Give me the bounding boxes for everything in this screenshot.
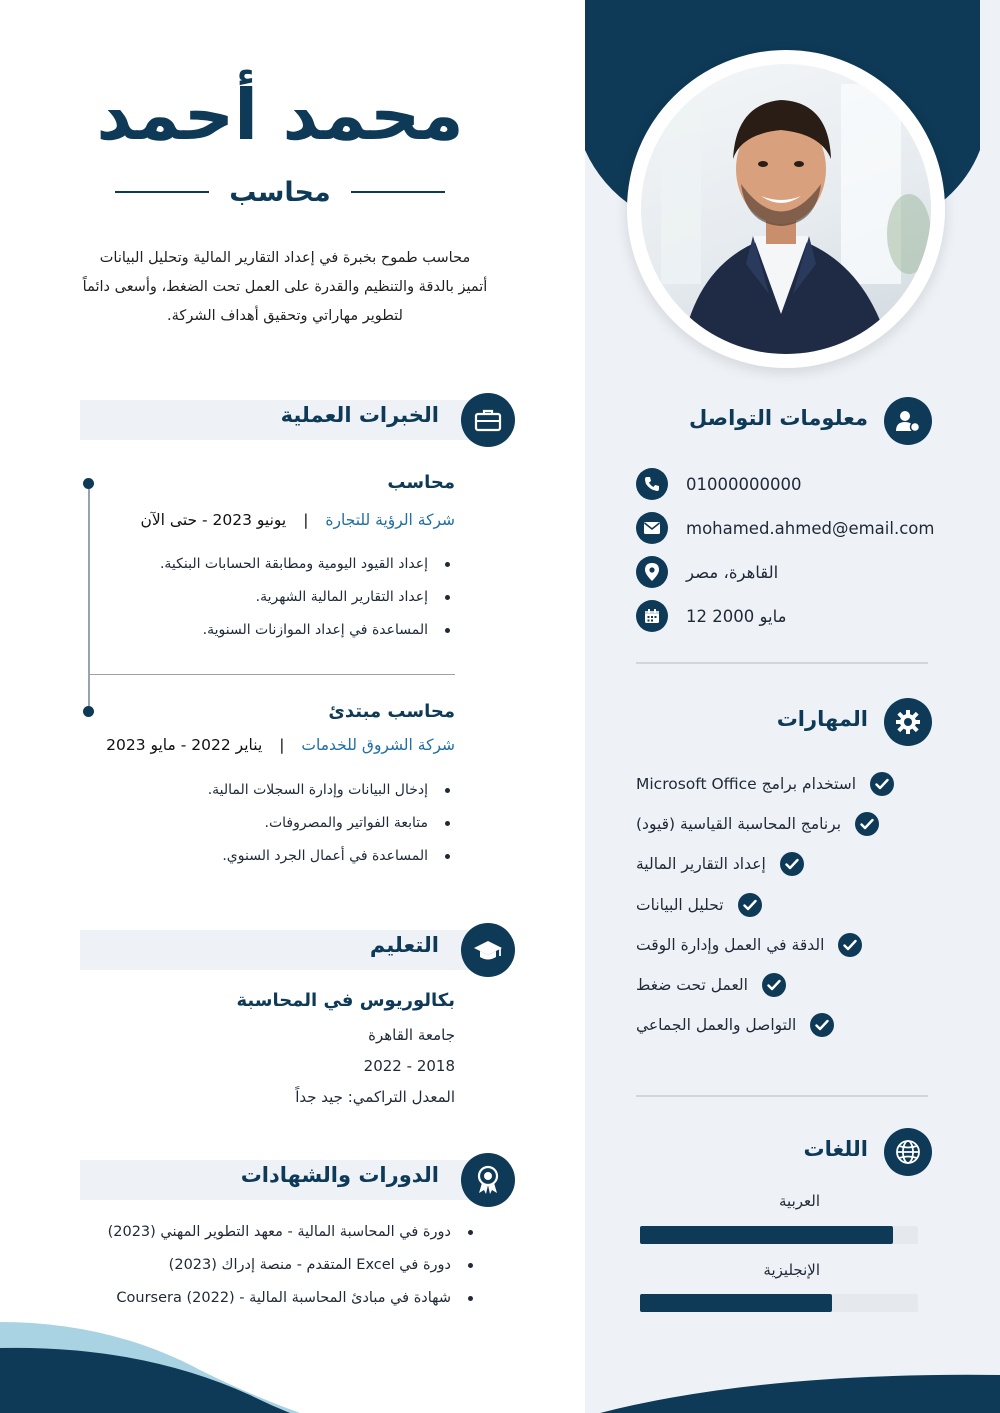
- title-rule-right: [351, 191, 445, 193]
- birthdate-value: 12 مايو 2000: [686, 606, 787, 626]
- gpa: المعدل التراكمي: جيد جداً: [295, 1088, 455, 1106]
- experience-timeline: [88, 483, 90, 711]
- section-title: التعليم: [369, 933, 439, 957]
- contact-section-header: [636, 397, 932, 449]
- candidate-name: محمد أحمد: [96, 74, 464, 156]
- language-level-track: [640, 1226, 918, 1244]
- language-name: الإنجليزية: [763, 1261, 820, 1279]
- list-item: دورة في المحاسبة المالية - معهد التطوير المهني (2023): [108, 1216, 475, 1249]
- skill-item: [636, 1012, 920, 1038]
- skill-label: الدقة في العمل وإدارة الوقت: [636, 936, 825, 954]
- calendar-icon: [636, 600, 668, 632]
- certifications-list: [108, 1216, 475, 1315]
- skill-label: التواصل والعمل الجماعي: [636, 1016, 797, 1034]
- check-circle-icon: [855, 812, 879, 836]
- briefcase-icon: [461, 393, 515, 447]
- phone-value: 01000000000: [686, 474, 802, 494]
- timeline-dot: [83, 478, 94, 489]
- summary-line: لتطوير مهاراتي وتحقيق أهداف الشركة.: [167, 308, 403, 324]
- job-2-company: شركة الشروق للخدمات: [301, 736, 455, 754]
- education-section-header: [80, 923, 515, 975]
- summary-line: أتميز بالدقة والتنظيم والقدرة على العمل تحت الضغط، وأسعى دائماً: [82, 279, 488, 295]
- contact-phone[interactable]: [636, 468, 936, 500]
- job-1-tasks: [160, 548, 452, 647]
- contact-user-icon: [884, 397, 932, 445]
- university: جامعة القاهرة: [368, 1026, 455, 1044]
- language-level-fill: [640, 1226, 893, 1244]
- contact-location: [636, 556, 936, 588]
- language-level-track: [640, 1294, 918, 1312]
- skill-item: [636, 771, 920, 797]
- globe-icon: [884, 1128, 932, 1176]
- job-2-title: محاسب مبتدئ: [328, 701, 455, 722]
- list-item: دورة في Excel المتقدم - منصة إدراك (2023): [108, 1249, 475, 1282]
- skill-item: [636, 932, 920, 958]
- award-icon: [461, 1153, 515, 1207]
- job-title-row: [115, 170, 445, 214]
- list-item: إدخال البيانات وإدارة السجلات المالية.: [208, 774, 452, 807]
- skill-item: [636, 851, 920, 877]
- skill-item: [636, 811, 920, 837]
- timeline-dot: [83, 706, 94, 717]
- section-title: المهارات: [776, 707, 868, 731]
- contact-birthdate: [636, 600, 936, 632]
- list-item: المساعدة في أعمال الجرد السنوي.: [208, 840, 452, 873]
- check-circle-icon: [762, 973, 786, 997]
- certifications-section-header: [80, 1153, 515, 1205]
- summary-line: محاسب طموح بخبرة في إعداد التقارير المالية وتحليل البيانات: [99, 250, 471, 266]
- sidebar-divider: [636, 662, 928, 664]
- check-circle-icon: [810, 1013, 834, 1037]
- job-1-period: يونيو 2023 - حتى الآن: [140, 511, 287, 529]
- study-years: 2018 - 2022: [363, 1057, 455, 1075]
- list-item: إعداد التقارير المالية الشهرية.: [160, 581, 452, 614]
- section-title: اللغات: [803, 1137, 868, 1161]
- job-2-meta: [106, 736, 455, 754]
- contact-email[interactable]: [636, 512, 936, 544]
- skill-label: العمل تحت ضغط: [636, 976, 748, 994]
- skill-item: [636, 972, 920, 998]
- profile-summary: [70, 244, 500, 331]
- experience-section-header: [80, 393, 515, 445]
- job-1-meta: [140, 511, 455, 529]
- languages-section-header: [636, 1128, 932, 1180]
- check-circle-icon: [780, 852, 804, 876]
- skill-label: إعداد التقارير المالية: [636, 855, 766, 873]
- email-value: mohamed.ahmed@email.com: [686, 518, 935, 538]
- job-1-company: شركة الرؤية للتجارة: [325, 511, 455, 529]
- skills-section-header: [636, 698, 932, 750]
- meta-separator: |: [303, 511, 309, 529]
- phone-icon: [636, 468, 668, 500]
- location-value: القاهرة، مصر: [686, 562, 779, 582]
- skill-item: [636, 892, 920, 918]
- language-level-fill: [640, 1294, 832, 1312]
- skill-label: برنامج المحاسبة القياسية (قيود): [636, 815, 842, 833]
- job-1-title: محاسب: [387, 472, 455, 493]
- check-circle-icon: [838, 933, 862, 957]
- degree: بكالوريوس في المحاسبة: [236, 990, 455, 1011]
- skill-label: تحليل البيانات: [636, 896, 724, 914]
- profile-photo: [641, 64, 931, 354]
- title-rule-left: [115, 191, 209, 193]
- list-item: شهادة في مبادئ المحاسبة المالية - Coursera (2022): [108, 1282, 475, 1315]
- check-circle-icon: [870, 772, 894, 796]
- meta-separator: |: [279, 736, 285, 754]
- person-portrait-illustration: [641, 64, 931, 354]
- experience-separator: [88, 674, 455, 675]
- check-circle-icon: [738, 893, 762, 917]
- language-name: العربية: [779, 1192, 820, 1210]
- section-title: الخبرات العملية: [280, 403, 439, 427]
- map-pin-icon: [636, 556, 668, 588]
- section-title: معلومات التواصل: [689, 406, 868, 430]
- list-item: متابعة الفواتير والمصروفات.: [208, 807, 452, 840]
- job-2-tasks: [208, 774, 452, 873]
- job-title: محاسب: [229, 176, 331, 208]
- skill-label: استخدام برامج Microsoft Office: [636, 775, 857, 793]
- job-2-period: يناير 2022 - مايو 2023: [106, 736, 263, 754]
- sidebar-divider: [636, 1095, 928, 1097]
- list-item: إعداد القيود اليومية ومطابقة الحسابات البنكية.: [160, 548, 452, 581]
- section-title: الدورات والشهادات: [240, 1163, 439, 1187]
- gear-icon: [884, 698, 932, 746]
- list-item: المساعدة في إعداد الموازنات السنوية.: [160, 614, 452, 647]
- graduation-cap-icon: [461, 923, 515, 977]
- envelope-icon: [636, 512, 668, 544]
